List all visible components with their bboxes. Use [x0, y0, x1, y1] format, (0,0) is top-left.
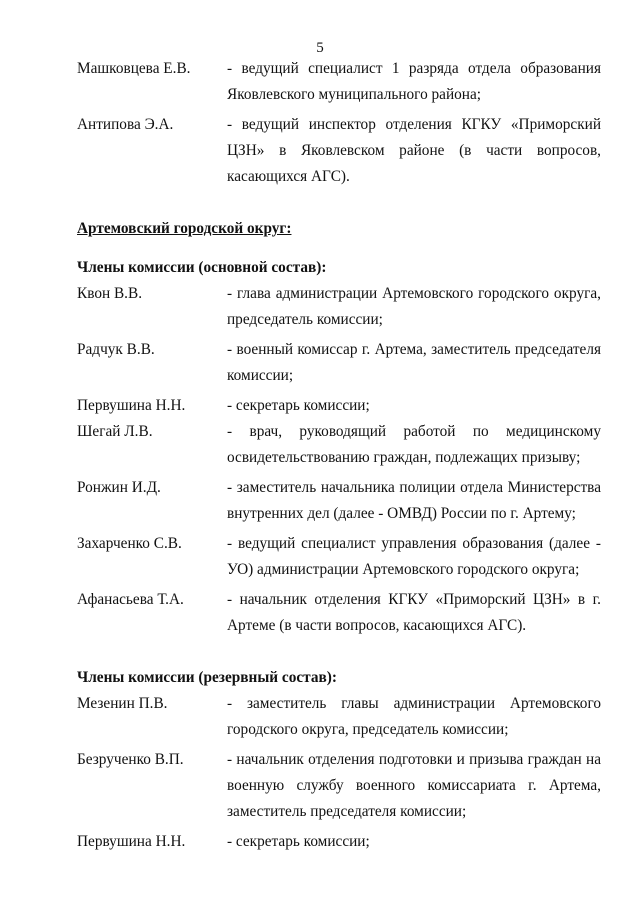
- main-composition-heading: Члены комиссии (основной состав):: [77, 259, 327, 276]
- member-role: - врач, руководящий работой по медицинскому освидетельствованию граждан, подлежащих призыву;: [227, 423, 601, 466]
- member-role: - секретарь комиссии;: [227, 833, 370, 850]
- member-entry: [77, 531, 601, 583]
- member-name: Первушина Н.Н.: [77, 397, 186, 414]
- member-name: Безрученко В.П.: [77, 751, 184, 768]
- district-title: Артемовский городской округ:: [77, 220, 292, 237]
- member-name: Захарченко С.В.: [77, 535, 182, 552]
- member-name: Первушина Н.Н.: [77, 833, 186, 850]
- member-entry: [77, 829, 601, 855]
- member-role: - ведущий специалист 1 разряда отдела образования Яковлевского муниципального района;: [227, 60, 601, 103]
- member-entry: [77, 475, 601, 527]
- member-role: - начальник отделения подготовки и призыва граждан на военную службу военного комиссариата г. Артема, заместитель председателя комиссии;: [227, 751, 601, 820]
- member-role: - начальник отделения КГКУ «Приморский ЦЗН» в г. Артеме (в части вопросов, касающихся АГС).: [227, 591, 601, 634]
- member-entry: [77, 747, 601, 825]
- member-role: - военный комиссар г. Артема, заместитель председателя комиссии;: [227, 341, 601, 384]
- member-name: Машковцева Е.В.: [77, 60, 191, 77]
- member-role: - заместитель начальника полиции отдела Министерства внутренних дел (далее - ОМВД) России по г. Артему;: [227, 479, 601, 522]
- member-entry: [77, 419, 601, 471]
- member-name: Шегай Л.В.: [77, 423, 153, 440]
- document-body: [77, 56, 601, 855]
- member-entry: [77, 691, 601, 743]
- member-entry: [77, 281, 601, 333]
- member-entry: [77, 56, 601, 108]
- page-number: 5: [316, 40, 324, 56]
- reserve-composition-heading: Члены комиссии (резервный состав):: [77, 669, 337, 686]
- member-entry: [77, 112, 601, 190]
- member-role: - ведущий специалист управления образования (далее - УО) администрации Артемовского городского округа;: [227, 535, 601, 578]
- member-name: Афанасьева Т.А.: [77, 591, 184, 608]
- member-name: Ронжин И.Д.: [77, 479, 161, 496]
- member-entry: [77, 587, 601, 639]
- member-entry: [77, 337, 601, 389]
- member-role: - глава администрации Артемовского городского округа, председатель комиссии;: [227, 285, 601, 328]
- member-role: - секретарь комиссии;: [227, 397, 370, 414]
- member-role: - заместитель главы администрации Артемовского городского округа, председатель комиссии;: [227, 695, 601, 738]
- member-name: Мезенин П.В.: [77, 695, 168, 712]
- member-role: - ведущий инспектор отделения КГКУ «Приморский ЦЗН» в Яковлевском районе (в части вопросов, касающихся АГС).: [227, 116, 601, 185]
- member-name: Радчук В.В.: [77, 341, 155, 358]
- member-name: Квон В.В.: [77, 285, 143, 302]
- member-entry: [77, 393, 601, 419]
- member-name: Антипова Э.А.: [77, 116, 174, 133]
